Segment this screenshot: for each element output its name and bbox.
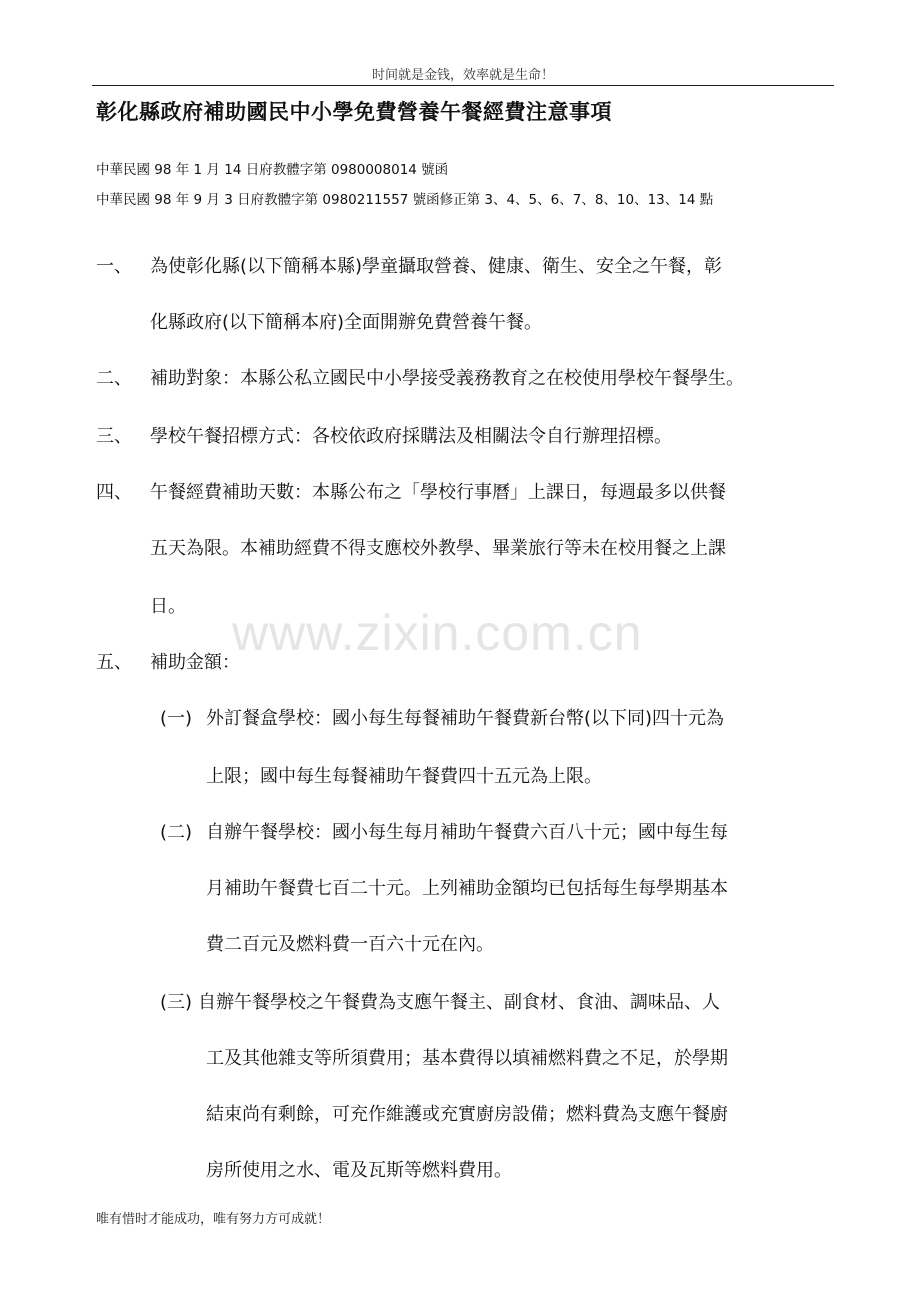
subitem-text-line: 上限；國中每生每餐補助午餐費四十五元為上限。 (206, 766, 602, 787)
subitem-text-line: 費二百元及燃料費一百六十元在內。 (206, 934, 494, 955)
section-number: 二、 (96, 368, 132, 389)
document-title: 彰化縣政府補助國民中小學免費營養午餐經費注意事項 (96, 100, 612, 124)
section-text-line: 午餐經費補助天數：本縣公布之「學校行事曆」上課日，每週最多以供餐 (150, 482, 726, 503)
subitem-label: (三) (160, 992, 193, 1013)
page-header-slogan: 时间就是金钱，效率就是生命！ (371, 68, 554, 83)
subitem-text-line: 自辦午餐學校之午餐費為支應午餐主、副食材、食油、調味品、人 (198, 992, 720, 1013)
section-text-line: 為使彰化縣(以下簡稱本縣)學童攝取營養、健康、衛生、安全之午餐，彰 (150, 256, 723, 277)
page-footer-slogan: 唯有惜时才能成功，唯有努力方可成就！ (96, 1212, 331, 1227)
section-number: 三、 (96, 426, 132, 447)
subitem-label: (二) (160, 822, 193, 843)
subitem-text-line: 外訂餐盒學校：國小每生每餐補助午餐費新台幣(以下同)四十元為 (206, 708, 725, 729)
decree-line: 中華民國 98 年 1 月 14 日府教體字第 0980008014 號函 (96, 162, 449, 178)
subitem-label: (一) (160, 708, 193, 729)
section-number: 一、 (96, 256, 132, 277)
section-text-line: 學校午餐招標方式：各校依政府採購法及相關法令自行辦理招標。 (150, 426, 672, 447)
section-text-line: 補助對象：本縣公私立國民中小學接受義務教育之在校使用學校午餐學生。 (150, 368, 744, 389)
section-text-line: 日。 (150, 596, 186, 617)
subitem-text-line: 自辦午餐學校：國小每生每月補助午餐費六百八十元；國中每生每 (206, 822, 728, 843)
subitem-text-line: 房所使用之水、電及瓦斯等燃料費用。 (206, 1160, 512, 1181)
section-number: 四、 (96, 482, 132, 503)
subitem-text-line: 結束尚有剩餘，可充作維護或充實廚房設備；燃料費為支應午餐廚 (206, 1104, 728, 1125)
subitem-text-line: 月補助午餐費七百二十元。上列補助金額均已包括每生每學期基本 (206, 878, 728, 899)
section-number: 五、 (96, 652, 132, 673)
section-text-line: 化縣政府(以下簡稱本府)全面開辦免費營養午餐。 (150, 312, 543, 333)
section-text-line: 補助金額： (150, 652, 240, 673)
decree-line: 中華民國 98 年 9 月 3 日府教體字第 0980211557 號函修正第 3、4、5、6、7、8、10、13、14 點 (96, 192, 714, 208)
watermark: www.zixin.com.cn (232, 605, 643, 661)
subitem-text-line: 工及其他雜支等所須費用；基本費得以填補燃料費之不足，於學期 (206, 1048, 728, 1069)
header-divider (92, 85, 834, 86)
section-text-line: 五天為限。本補助經費不得支應校外教學、畢業旅行等未在校用餐之上課 (150, 538, 726, 559)
